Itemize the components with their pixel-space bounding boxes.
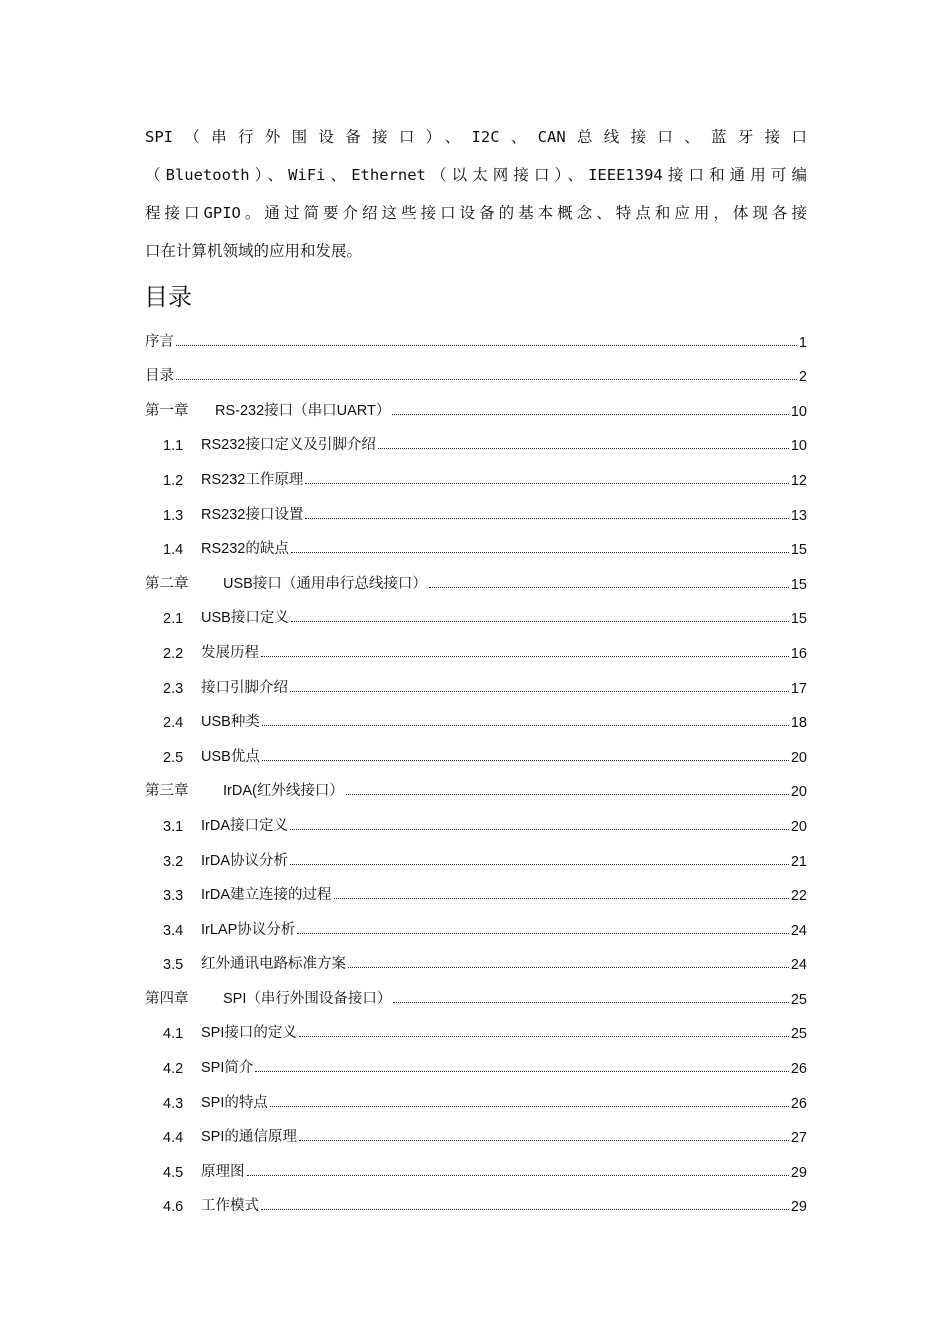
- toc-entry-number: 第一章: [145, 402, 189, 419]
- intro-paragraph: [145, 118, 807, 270]
- toc-dot-leader: [378, 448, 789, 449]
- toc-entry-number: 3.2: [163, 853, 184, 870]
- toc-dot-leader: [176, 345, 797, 346]
- toc-entry-page-number: 15: [790, 576, 807, 593]
- toc-entry-label: 接口引脚介绍: [201, 679, 288, 696]
- toc-dot-leader: [299, 1036, 789, 1037]
- toc-dot-leader: [290, 864, 789, 865]
- toc-entry-number: 3.4: [163, 922, 184, 939]
- toc-entry[interactable]: [145, 800, 807, 835]
- toc-dot-leader: [262, 725, 789, 726]
- toc-entry-page-number: 20: [790, 784, 807, 801]
- toc-dot-leader: [290, 829, 789, 830]
- toc-entry-number: 3.5: [163, 957, 184, 974]
- toc-entry[interactable]: [145, 973, 807, 1008]
- toc-dot-leader: [261, 656, 789, 657]
- toc-entry-page-number: 1: [798, 334, 807, 351]
- intro-line: 程接口GPIO。通过简要介绍这些接口设备的基本概念、特点和应用，体现各接: [145, 204, 807, 222]
- toc-dot-leader: [297, 933, 789, 934]
- toc-entry[interactable]: [145, 731, 807, 766]
- toc-entry-number: 1.2: [163, 472, 184, 489]
- toc-entry-label: SPI的通信原理: [201, 1129, 297, 1146]
- toc-entry-number: 2.2: [163, 645, 184, 662]
- toc-dot-leader: [393, 1002, 788, 1003]
- toc-entry[interactable]: [145, 558, 807, 593]
- toc-entry[interactable]: [145, 939, 807, 974]
- toc-entry-number: 第三章: [145, 783, 189, 800]
- toc-entry[interactable]: [145, 627, 807, 662]
- toc-entry[interactable]: [145, 1112, 807, 1147]
- toc-entry-label: IrDA建立连接的过程: [201, 887, 332, 904]
- toc-entry-label: RS232的缺点: [201, 541, 289, 558]
- toc-dot-leader: [176, 379, 797, 380]
- toc-entry[interactable]: [145, 454, 807, 489]
- toc-entry[interactable]: [145, 524, 807, 559]
- toc-entry[interactable]: [145, 385, 807, 420]
- toc-dot-leader: [291, 552, 789, 553]
- toc-entry[interactable]: [145, 904, 807, 939]
- toc-entry[interactable]: [145, 766, 807, 801]
- toc-entry-page-number: 10: [790, 403, 807, 420]
- toc-dot-leader: [255, 1071, 788, 1072]
- toc-entry[interactable]: [145, 697, 807, 732]
- toc-entry-label: SPI的特点: [201, 1094, 268, 1111]
- toc-entry-label: USB种类: [201, 714, 260, 731]
- toc-entry-label: RS-232接口（串口UART）: [215, 402, 391, 419]
- toc-entry-page-number: 15: [790, 611, 807, 628]
- toc-entry-number: 2.3: [163, 680, 184, 697]
- toc-entry[interactable]: [145, 316, 807, 351]
- toc-dot-leader: [305, 518, 789, 519]
- toc-entry-page-number: 16: [790, 645, 807, 662]
- toc-entry[interactable]: [145, 593, 807, 628]
- toc-entry-page-number: 12: [790, 472, 807, 489]
- toc-entry-number: 1.3: [163, 507, 184, 524]
- toc-dot-leader: [334, 898, 789, 899]
- toc-entry-label: 目录: [145, 368, 174, 385]
- toc-entry-label: 工作模式: [201, 1198, 259, 1215]
- toc-entry-page-number: 17: [790, 680, 807, 697]
- toc-entry-label: USB优点: [201, 748, 260, 765]
- toc-entry-label: RS232接口定义及引脚介绍: [201, 437, 376, 454]
- toc-entry-label: USB接口定义: [201, 610, 289, 627]
- toc-entry-number: 4.1: [163, 1026, 184, 1043]
- toc-entry-page-number: 2: [798, 369, 807, 386]
- toc-entry-number: 3.1: [163, 818, 184, 835]
- toc-entry-page-number: 26: [790, 1095, 807, 1112]
- toc-entry[interactable]: [145, 351, 807, 386]
- toc-dot-leader: [290, 691, 789, 692]
- intro-line: （Bluetooth）、WiFi、Ethernet（以太网接口）、IEEE1394接口和通用可编: [145, 166, 807, 184]
- toc-entry-number: 1.1: [163, 438, 184, 455]
- toc-entry-page-number: 24: [790, 922, 807, 939]
- toc-entry-page-number: 29: [790, 1164, 807, 1181]
- toc-dot-leader: [346, 794, 789, 795]
- toc-entry-label: 原理图: [201, 1163, 245, 1180]
- toc-entry-number: 4.6: [163, 1199, 184, 1216]
- toc-dot-leader: [270, 1106, 789, 1107]
- toc-entry-label: USB接口（通用串行总线接口）: [223, 575, 427, 592]
- toc-entry-label: 发展历程: [201, 644, 259, 661]
- toc-entry[interactable]: [145, 1077, 807, 1112]
- toc-entry-page-number: 27: [790, 1130, 807, 1147]
- toc-entry-page-number: 26: [790, 1061, 807, 1078]
- toc-entry-label: IrDA(红外线接口）: [223, 783, 344, 800]
- toc-entry-number: 4.3: [163, 1095, 184, 1112]
- toc-entry-label: 序言: [145, 333, 174, 350]
- toc-entry-label: SPI（串行外围设备接口）: [223, 990, 392, 1007]
- toc-entry-label: SPI接口的定义: [201, 1025, 297, 1042]
- toc-entry-page-number: 29: [790, 1199, 807, 1216]
- toc-entry-page-number: 20: [790, 749, 807, 766]
- toc-entry-number: 4.5: [163, 1164, 184, 1181]
- toc-entry-page-number: 21: [790, 853, 807, 870]
- toc-dot-leader: [392, 414, 788, 415]
- toc-entry[interactable]: [145, 1181, 807, 1216]
- toc-entry-page-number: 15: [790, 542, 807, 559]
- toc-entry-number: 2.1: [163, 611, 184, 628]
- toc-entry[interactable]: [145, 662, 807, 697]
- toc-entry-page-number: 10: [790, 438, 807, 455]
- toc-entry-page-number: 22: [790, 888, 807, 905]
- toc-dot-leader: [429, 587, 789, 588]
- toc-entry-page-number: 13: [790, 507, 807, 524]
- toc-entry-number: 第二章: [145, 575, 189, 592]
- toc-entry-number: 2.4: [163, 715, 184, 732]
- toc-entry-page-number: 20: [790, 818, 807, 835]
- toc-entry-page-number: 25: [790, 1026, 807, 1043]
- toc-entry-page-number: 18: [790, 715, 807, 732]
- toc-entry-number: 3.3: [163, 888, 184, 905]
- toc-entry[interactable]: [145, 1008, 807, 1043]
- toc-entry-number: 2.5: [163, 749, 184, 766]
- toc-entry-label: 红外通讯电路标准方案: [201, 956, 346, 973]
- toc-dot-leader: [261, 1209, 789, 1210]
- toc-dot-leader: [262, 760, 789, 761]
- toc-dot-leader: [247, 1175, 789, 1176]
- table-of-contents: [145, 316, 807, 1215]
- toc-dot-leader: [299, 1140, 789, 1141]
- toc-entry-number: 4.2: [163, 1061, 184, 1078]
- toc-entry-label: RS232工作原理: [201, 471, 304, 488]
- toc-dot-leader: [348, 967, 789, 968]
- toc-entry-label: SPI简介: [201, 1060, 254, 1077]
- toc-entry-number: 1.4: [163, 542, 184, 559]
- toc-entry-number: 4.4: [163, 1130, 184, 1147]
- toc-entry-label: RS232接口设置: [201, 506, 304, 523]
- toc-entry-page-number: 25: [790, 991, 807, 1008]
- toc-entry[interactable]: [145, 489, 807, 524]
- toc-entry[interactable]: [145, 420, 807, 455]
- toc-entry[interactable]: [145, 835, 807, 870]
- toc-entry[interactable]: [145, 1042, 807, 1077]
- toc-title: 目录: [144, 283, 192, 311]
- toc-entry-label: IrLAP协议分析: [201, 921, 296, 938]
- toc-entry-page-number: 24: [790, 957, 807, 974]
- toc-dot-leader: [291, 621, 789, 622]
- toc-entry-number: 第四章: [145, 990, 189, 1007]
- toc-entry-label: IrDA接口定义: [201, 817, 288, 834]
- toc-entry[interactable]: [145, 870, 807, 905]
- toc-entry-label: IrDA协议分析: [201, 852, 288, 869]
- intro-line: SPI（串行外围设备接口）、I2C、CAN总线接口、蓝牙接口: [145, 128, 807, 146]
- toc-entry[interactable]: [145, 1146, 807, 1181]
- intro-line: 口在计算机领域的应用和发展。: [145, 242, 363, 260]
- toc-dot-leader: [305, 483, 789, 484]
